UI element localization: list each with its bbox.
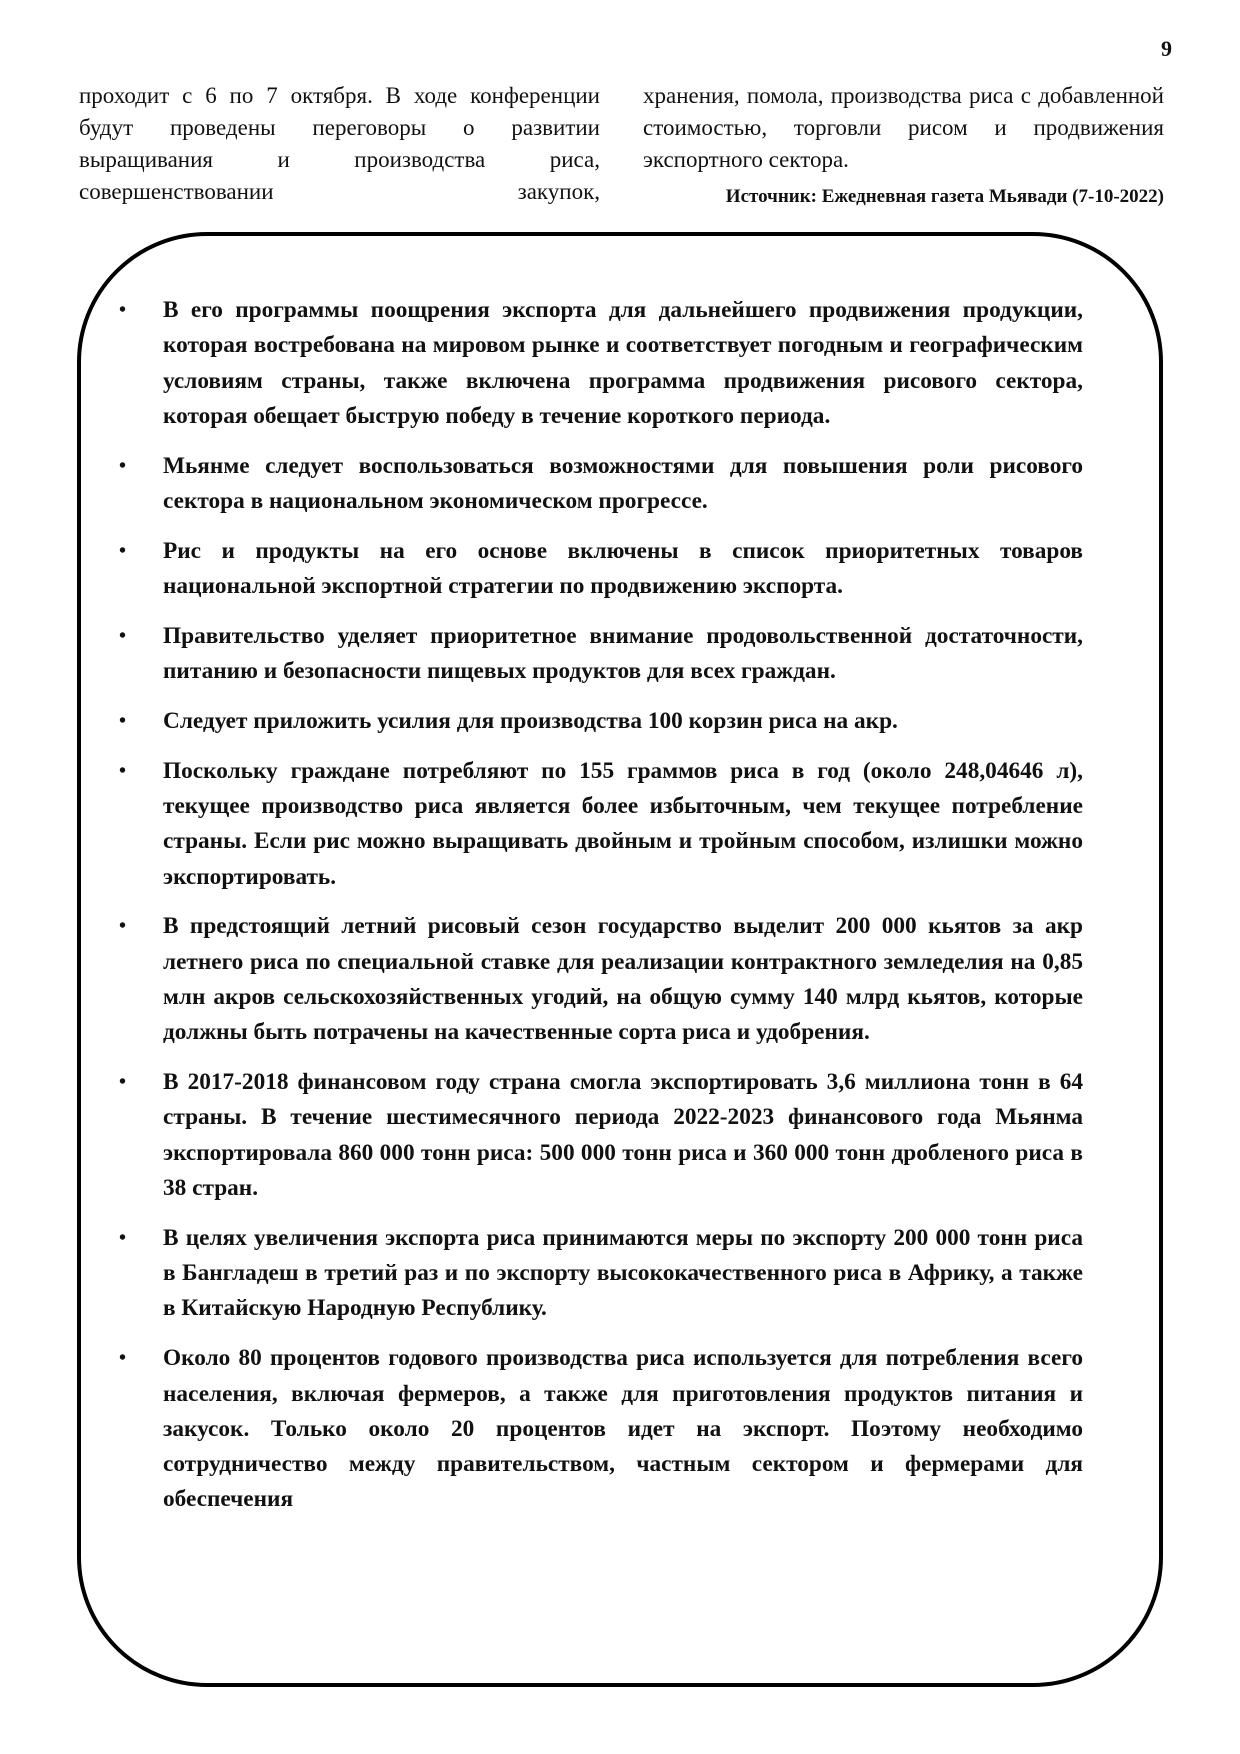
bullet-text: Мьянме следует воспользоваться возможностями для повышения роли рисового сектора в национальном экономическом прогрессе. [163,452,1083,514]
bullet-dot-icon: • [119,1071,127,1094]
bullet-item [119,449,1083,520]
left-column-text: проходит с 6 по 7 октября. В ходе конференции будут проведены переговоры о развитии выращивания и производства риса, совершенствовании закупок, [79,83,600,204]
bullet-dot-icon: • [119,299,127,321]
bullet-dot-icon: • [119,915,127,938]
bullet-list [119,236,1083,1518]
bullet-item [119,909,1083,1050]
bullet-text: Около 80 процентов годового производства риса используется для потребления всего населения, включая фермеров, а также для приготовления продуктов питания и закусок. Только около 20 процентов идет на экспорт. Поэтому необходимо сотрудничество между правительством, частным сектором и фермерами для обеспечения [163,1345,1083,1513]
bullet-dot-icon: • [119,709,127,732]
bullet-text: Рис и продукты на его основе включены в список приоритетных товаров национальной экспортной стратегии по продвижению экспорта. [163,537,1083,600]
bullet-text: Правительство уделяет приоритетное внимание продовольственной достаточности, питанию и безопасности пищевых продуктов для всех граждан. [163,622,1083,685]
bullet-text: Поскольку граждане потребляют по 155 граммов риса в год (около 248,04646 л), текущее производство риса является более избыточным, чем текущее потребление страны. Если рис можно выращивать двойным и тройным способом, излишки можно экспортировать. [163,757,1083,890]
highlight-box [77,232,1163,1687]
bullet-item [119,293,1083,434]
bullet-dot-icon: • [119,624,127,647]
bullet-item [119,619,1083,690]
bullet-dot-icon: • [119,1226,127,1249]
right-column-text: хранения, помола, производства риса с добавленной стоимостью, торговли рисом и продвижения экспортного сектора. [643,83,1164,172]
bullet-dot-icon: • [119,759,127,782]
right-column [643,80,1164,209]
top-text-columns [79,80,1164,209]
bullet-dot-icon: • [119,1347,127,1370]
bullet-item [119,704,1083,739]
bullet-item [119,1341,1083,1517]
bullet-dot-icon: • [119,539,127,562]
bullet-text: Следует приложить усилия для производства 100 корзин риса на акр. [163,707,898,734]
bullet-item [119,1221,1083,1327]
bullet-text: В целях увеличения экспорта риса принимаются меры по экспорту 200 000 тонн риса в Бангладеш в третий раз и по экспорту высококачественного риса в Африку, а также в Китайскую Народную Республику. [163,1224,1083,1322]
bullet-text: В 2017-2018 финансовом году страна смогла экспортировать 3,6 миллиона тонн в 64 страны. В течение шестимесячного периода 2022-2023 финансового года Мьянма экспортировала 860 000 тонн риса: 500 000 тонн риса и 360 000 тонн дробленого риса в 38 стран. [163,1069,1083,1202]
page-number: 9 [1161,36,1172,61]
bullet-text: В его программы поощрения экспорта для дальнейшего продвижения продукции, которая востребована на мировом рынке и соответствует погодным и географическим условиям страны, также включена программа продвижения рисового сектора, которая обещает быструю победу в течение короткого периода. [163,297,1083,429]
bullet-item [119,1065,1083,1206]
bullet-text: В предстоящий летний рисовый сезон государство выделит 200 000 кьятов за акр летнего риса по специальной ставке для реализации контрактного земледелия на 0,85 млн акров сельскохозяйственных угодий, на общую сумму 140 млрд кьятов, которые должны быть потрачены на качественные сорта риса и удобрения. [163,913,1083,1046]
source-citation: Источник: Ежедневная газета Мьявади (7-10-2022) [725,186,1164,207]
bullet-item [119,754,1083,895]
bullet-item [119,534,1083,605]
bullet-dot-icon: • [119,454,127,477]
